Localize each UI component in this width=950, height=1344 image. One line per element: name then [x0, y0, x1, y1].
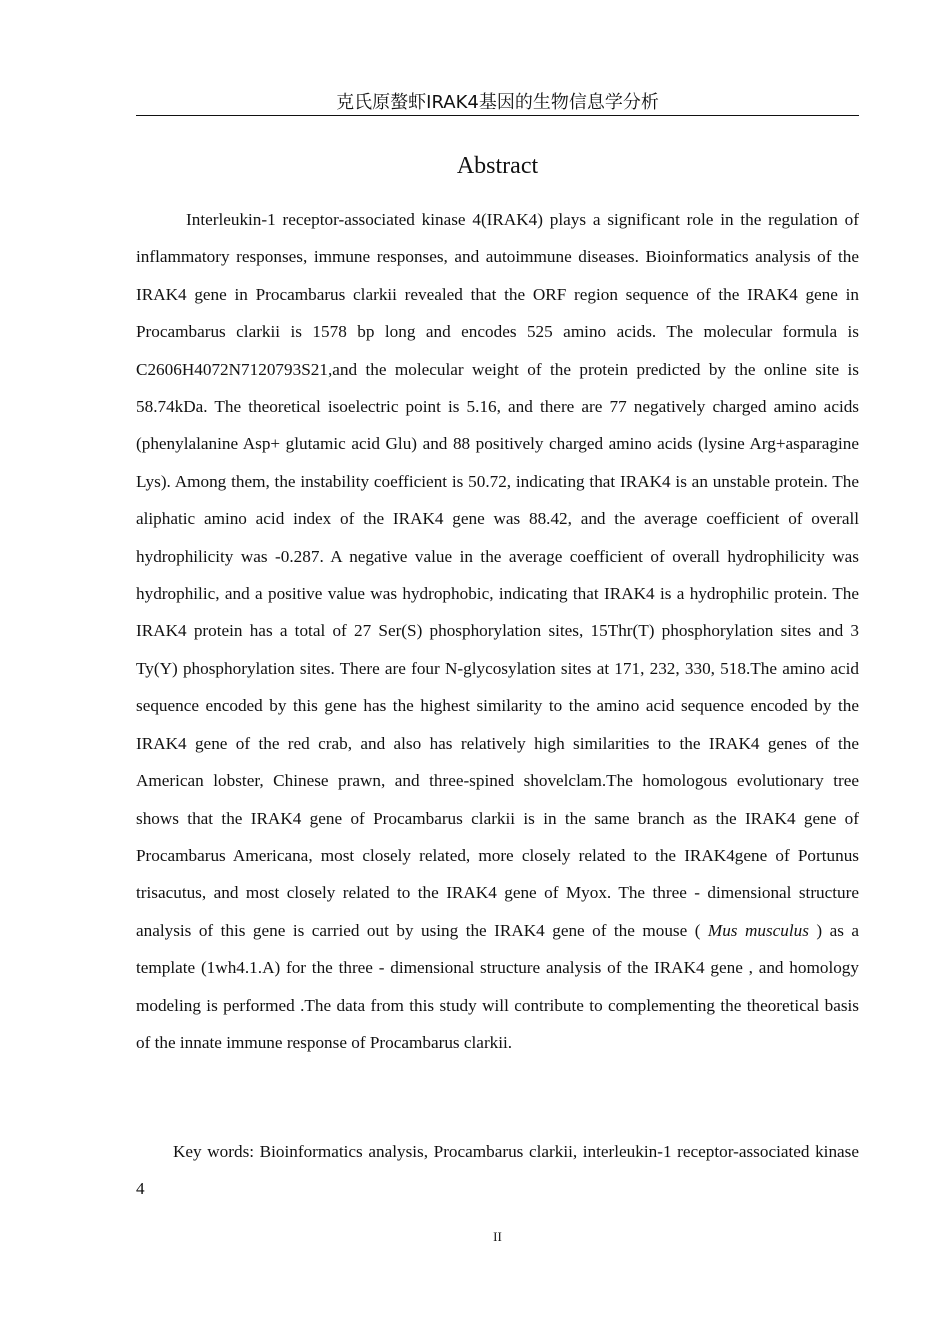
page-number: II	[493, 1229, 502, 1244]
header-rule	[136, 115, 859, 116]
abstract-text-part1: Interleukin-1 receptor-associated kinase 4(IRAK4) plays a significant role in the regulation of inflammatory responses, immune responses, and autoimmune diseases. Bioinformatics analysis of the IRAK4 gene in Procambarus clarkii revealed that the ORF region sequence of the IRAK4 gene in Procambarus clarkii is 1578 bp long and encodes 525 amino acids. The molecular formula is C2606H4072N7120793S21,and the molecular weight of the protein predicted by the online site is 58.74kDa. The theoretical isoelectric point is 5.16, and there are 77 negatively charged amino acids (phenylalanine Asp+ glutamic acid Glu) and 88 positively charged amino acids (lysine Arg+asparagine Lys). Among them, the instability coefficient is 50.72, indicating that IRAK4 is an unstable protein. The aliphatic amino acid index of the IRAK4 gene was 88.42, and the average coefficient of overall hydrophilicity was -0.287. A negative value in the average coefficient of overall hydrophilicity was hydrophilic, and a positive value was hydrophobic, indicating that IRAK4 is a hydrophilic protein. The IRAK4 protein has a total of 27 Ser(S) phosphorylation sites, 15Thr(T) phosphorylation sites and 3 Ty(Y) phosphorylation sites. There are four N-glycosylation sites at 171, 232, 330, 518.The amino acid sequence encoded by this gene has the highest similarity to the amino acid sequence encoded by the IRAK4 gene of the red crab, and also has relatively high similarities to the IRAK4 genes of the American lobster, Chinese prawn, and three-spined shovelclam.The homologous evolutionary tree shows that the IRAK4 gene of Procambarus clarkii is in the same branch as the IRAK4 gene of Procambarus Americana, most closely related, more closely related to the IRAK4gene of Portunus trisacutus, and most closely related to the IRAK4 gene of Myox. The three - dimensional structure analysis of this gene is carried out by using the IRAK4 gene of the mouse (	[136, 210, 859, 940]
abstract-text-part2: ) as a template (1wh4.1.A) for the three - dimensional structure analysis of the IRAK4 gene , and homology modeling is performed .The data from this study will contribute to complementing the theoretical basis of the innate immune response of Procambarus clarkii.	[136, 920, 859, 1052]
species-name: Mus musculus	[707, 920, 809, 940]
abstract-body	[136, 201, 859, 1061]
keywords: Key words: Bioinformatics analysis, Procambarus clarkii, interleukin-1 receptor-associated kinase 4	[136, 1142, 859, 1199]
abstract-title: Abstract	[456, 153, 539, 179]
running-header: 克氏原螯虾IRAK4基因的生物信息学分析	[336, 92, 659, 113]
